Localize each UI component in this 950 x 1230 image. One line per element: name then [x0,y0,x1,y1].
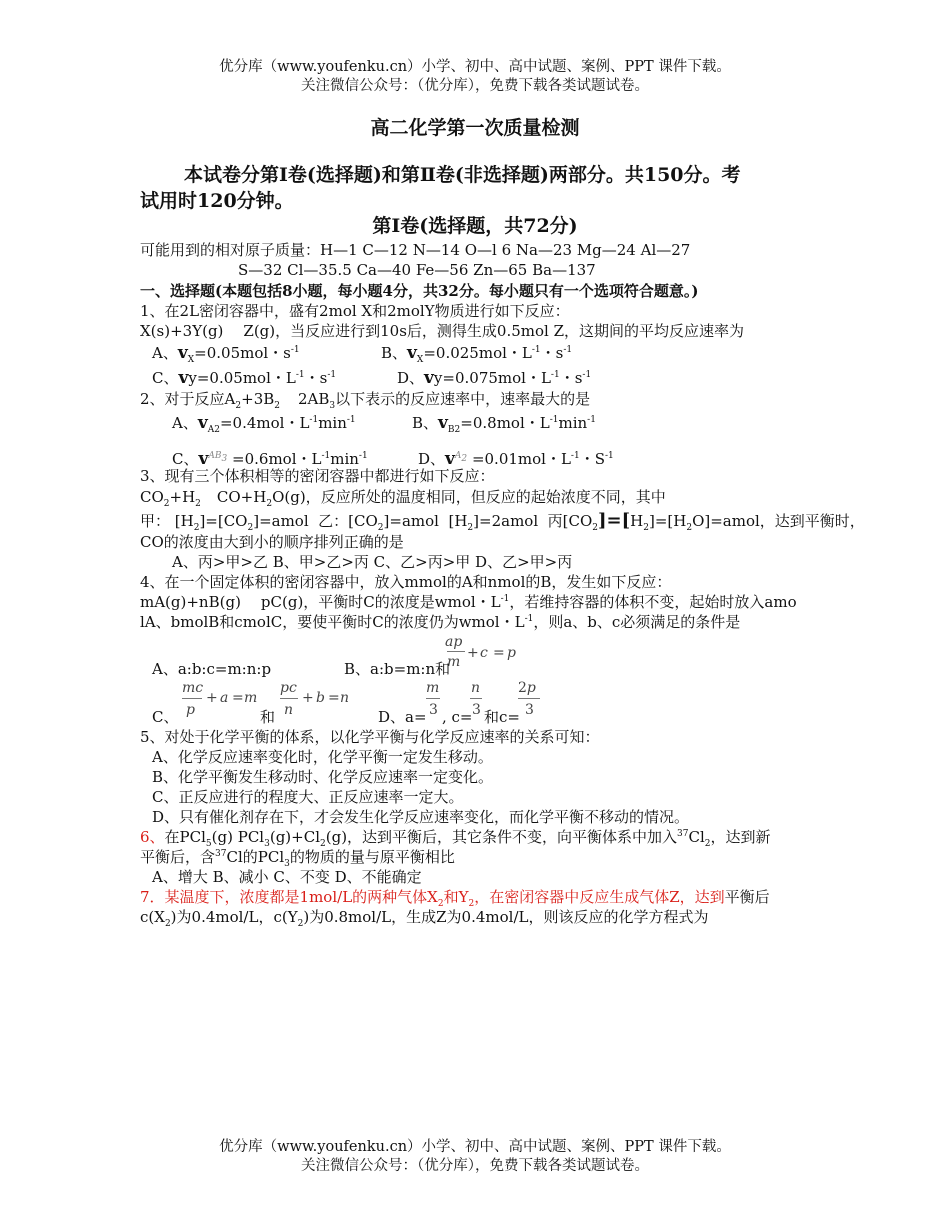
q3-equation: $CO_2+H_2$ $CO+H_2O(g)$，反应所处的温度相同，但反应的起始浓度不同，其中 [140,488,666,509]
header-line-1: 优分库（www.youfenku.cn）小学、初中、高中试题、案例、PPT 课件下载。 [219,59,731,75]
q6-line-1: 6、在PCl$_5$(g) $PCl_3(g)+Cl_2(g)$，达到平衡后，其它条件不变，向平衡体系中加入$^{37}Cl_2$，达到新 [140,828,771,849]
q7-line-2: $c(X_2)$为0.4mol/L，$c(Y_2)$为0.8mol/L，生成Z为0.4mol/L，则该反应的化学方程式为 [140,908,709,929]
q1-equation: X(s)+3Y(g) Z(g)，当反应进行到10s后，测得生成0.5mol Z，这期间的平均反应速率为 [140,322,745,340]
q3-options: A、丙>甲>乙 B、甲>乙>丙 C、乙>丙>甲 D、乙>甲>丙 [172,553,573,571]
header-line-2: 关注微信公众号：（优分库），免费下载各类试题试卷。 [301,78,649,94]
q4-equation: mA(g)+nB(g) pC(g)，平衡时C的浓度是wmol・$L^{-1}$，若维持容器的体积不变，起始时放入amo [140,593,797,611]
atomic-mass-line-1: 可能用到的相对原子质量：H—1 C—12 N—14 O—l 6 Na—23 Mg—24 Al—27 [140,241,691,259]
q4-stem: 4、在一个固定体积的密闭容器中，放入mmol的A和nmol的B，发生如下反应： [140,573,672,591]
q5-option-d: D、只有催化剂存在下，才会发生化学反应速率变化，而化学平衡不移动的情况。 [152,808,690,826]
section-1-heading: 一、选择题(本题包括8小题，每小题4分，共32分。每小题只有一个选项符合题意。) [140,282,699,300]
q2-option-a: A、$v_{A2}=0.4mol$・$L^{-1}\min^{-1}$ [172,413,356,435]
q2-option-b: B、$v_{B2}=0.8mol$・$L^{-1}\min^{-1}$ [412,413,596,435]
atomic-mass-line-2: S—32 Cl—35.5 Ca—40 Fe—56 Zn—65 Ba—137 [238,261,596,279]
q4-option-a: A、a:b:c=m:n:p [152,660,272,678]
q6-line-2: 平衡后，含$^{37}$Cl的PCl$_3$的物质的量与原平衡相比 [140,848,455,869]
q3-stem: 3、现有三个体积相等的密闭容器中都进行如下反应： [140,467,495,485]
page-title: 高二化学第一次质量检测 [370,117,580,139]
q4-option-d-and: 和c= [484,708,520,726]
q7-line-1: 7．某温度下，浓度都是1mol/L的两种气体$X_2$和$Y_2$，在密闭容器中反应生成气体Z，达到平衡后 [140,888,770,909]
q1-option-b: B、$v_X=0.025mol$・$L^{-1}$・$s^{-1}$ [381,343,573,365]
q5-stem: 5、对处于化学平衡的体系，以化学平衡与化学反应速率的关系可知： [140,728,600,746]
part1-title: 第Ⅰ卷(选择题，共72分) [372,215,578,237]
q1-option-d: D、vy=0.075mol・$L^{-1}$・$s^{-1}$ [397,368,592,388]
intro-line-2: 试用时120分钟。 [140,190,294,212]
q4-option-d-c: , c= [442,708,473,726]
q1-stem: 1、在2L密闭容器中，盛有2mol X和2molY物质进行如下反应： [140,302,570,320]
q3-line-3: CO的浓度由大到小的顺序排列正确的是 [140,533,404,551]
q5-option-c: C、正反应进行的程度大、正反应速率一定大。 [152,788,464,806]
q3-conditions: 甲： $[H_2]=[CO_2]=amol$ 乙：$[CO_2]=amol$ $[H_2]=2amol$ 丙$[CO_2]=[H_2]=[H_2O]=amol$，达到平衡时， [140,510,865,533]
footer-line-1: 优分库（www.youfenku.cn）小学、初中、高中试题、案例、PPT 课件下载。 [219,1139,731,1155]
q4-line-3: lA、bmolB和cmolC，要使平衡时C的浓度仍为wmol・$L^{-1}$，则a、b、c必须满足的条件是 [140,613,741,631]
q4-option-c: C、 [152,708,179,726]
q1-option-c: C、vy=0.05mol・$L^{-1}$・$s^{-1}$ [152,368,337,388]
q2-option-d: D、$v^{A_2} =0.01mol$・$L^{-1}$・$S^{-1}$ [418,449,614,469]
q6-options: A、增大 B、减小 C、不变 D、不能确定 [152,868,422,886]
q4-option-b: B、a:b=m:n和 [344,660,451,678]
q5-option-b: B、化学平衡发生移动时、化学反应速率一定变化。 [152,768,494,786]
q4-option-d: D、a= [378,708,427,726]
footer-line-2: 关注微信公众号：（优分库），免费下载各类试题试卷。 [301,1158,649,1174]
q2-stem: 2、对于反应$A_2+3B_2$ $2AB_3$以下表示的反应速率中，速率最大的是 [140,390,591,411]
intro-line-1: 本试卷分第Ⅰ卷(选择题)和第Ⅱ卷(非选择题)两部分。共150分。考 [184,164,741,186]
q1-option-a: A、$v_X=0.05mol$・$s^{-1}$ [152,343,300,365]
q5-option-a: A、化学反应速率变化时，化学平衡一定发生移动。 [152,748,493,766]
q4-option-c-and: 和 [260,708,276,726]
q2-option-c: C、$v^{AB_3} =0.6mol$・$L^{-1}\min^{-1}$ [172,449,368,469]
